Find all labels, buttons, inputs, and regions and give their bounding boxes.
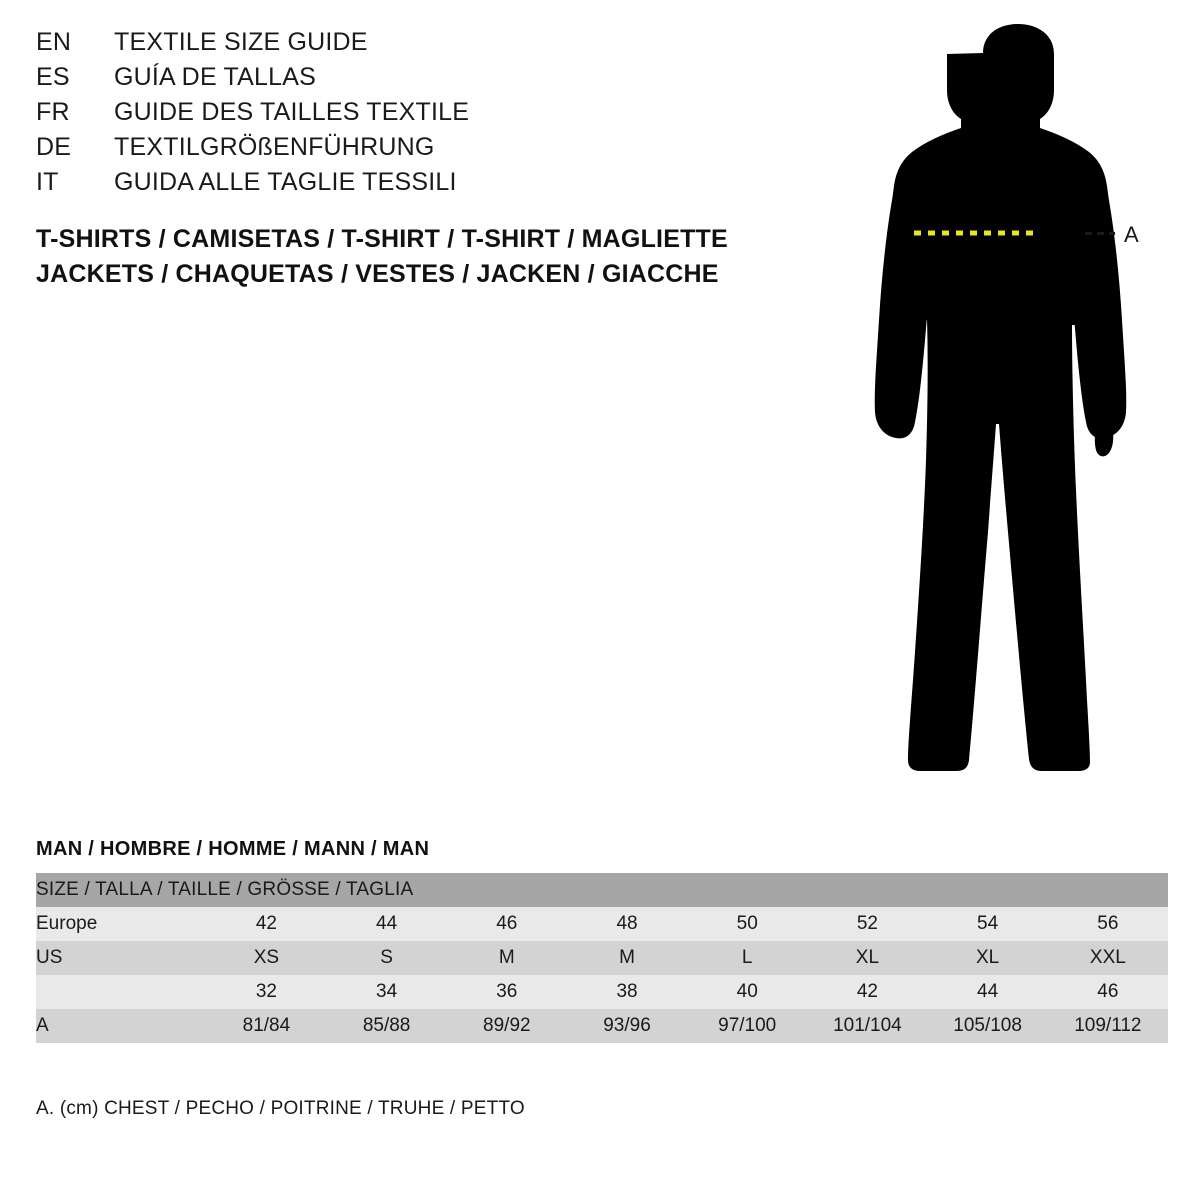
cell-value: 97/100 [687,1009,807,1043]
cell-value: 46 [447,907,567,941]
language-row [36,63,756,98]
cell-value: 52 [807,907,927,941]
cell-value: 42 [206,907,326,941]
language-code: FR [36,98,70,126]
cell-value: 85/88 [327,1009,447,1043]
body-figure [800,20,1200,790]
table-row [36,907,1168,941]
row-label: A [36,1009,206,1043]
cell-value: S [327,941,447,975]
cell-value: XL [928,941,1048,975]
cell-value: 42 [807,975,927,1009]
row-label: US [36,941,206,975]
cell-value: 50 [687,907,807,941]
row-label [36,975,206,1009]
cell-value: XS [206,941,326,975]
language-title: GUIDE DES TAILLES TEXTILE [114,98,470,126]
cell-value: 36 [447,975,567,1009]
cell-value: 32 [206,975,326,1009]
table-header-label: SIZE / TALLA / TAILLE / GRÖSSE / TAGLIA [36,873,1168,907]
cell-value: 44 [928,975,1048,1009]
category-headings [36,222,796,292]
cell-value: L [687,941,807,975]
table-row [36,1009,1168,1043]
cell-value: 46 [1048,975,1168,1009]
language-code: EN [36,28,72,56]
size-table [36,873,1168,1043]
category-tshirts: T-SHIRTS / CAMISETAS / T-SHIRT / T-SHIRT / MAGLIETTE [36,225,728,253]
table-row [36,975,1168,1009]
cell-value: 56 [1048,907,1168,941]
language-row [36,28,756,63]
language-title: TEXTILGRÖßENFÜHRUNG [114,133,435,161]
language-title: GUIDA ALLE TAGLIE TESSILI [114,168,457,196]
cell-value: M [567,941,687,975]
cell-value: XXL [1048,941,1168,975]
cell-value: 38 [567,975,687,1009]
chest-measure-label: A [1124,222,1139,247]
cell-value: M [447,941,567,975]
language-list [36,28,756,203]
cell-value: 48 [567,907,687,941]
measurement-footnote: A. (cm) CHEST / PECHO / POITRINE / TRUHE / PETTO [36,1098,525,1119]
cell-value: 109/112 [1048,1009,1168,1043]
cell-value: 93/96 [567,1009,687,1043]
language-title: TEXTILE SIZE GUIDE [114,28,368,56]
cell-value: 40 [687,975,807,1009]
gender-title: MAN / HOMBRE / HOMME / MANN / MAN [36,838,430,860]
cell-value: 105/108 [928,1009,1048,1043]
language-code: DE [36,133,72,161]
cell-value: 54 [928,907,1048,941]
man-silhouette-icon [800,20,1200,790]
language-row [36,168,756,203]
language-code: ES [36,63,70,91]
size-table-section [36,838,1168,1043]
cell-value: 81/84 [206,1009,326,1043]
category-jackets: JACKETS / CHAQUETAS / VESTES / JACKEN / GIACCHE [36,260,719,288]
language-code: IT [36,168,59,196]
cell-value: 34 [327,975,447,1009]
cell-value: 89/92 [447,1009,567,1043]
language-row [36,98,756,133]
row-label: Europe [36,907,206,941]
cell-value: XL [807,941,927,975]
language-title: GUÍA DE TALLAS [114,63,316,91]
cell-value: 101/104 [807,1009,927,1043]
chest-leader-line [1085,232,1115,235]
cell-value: 44 [327,907,447,941]
table-row [36,941,1168,975]
table-header-row [36,873,1168,907]
language-row [36,133,756,168]
